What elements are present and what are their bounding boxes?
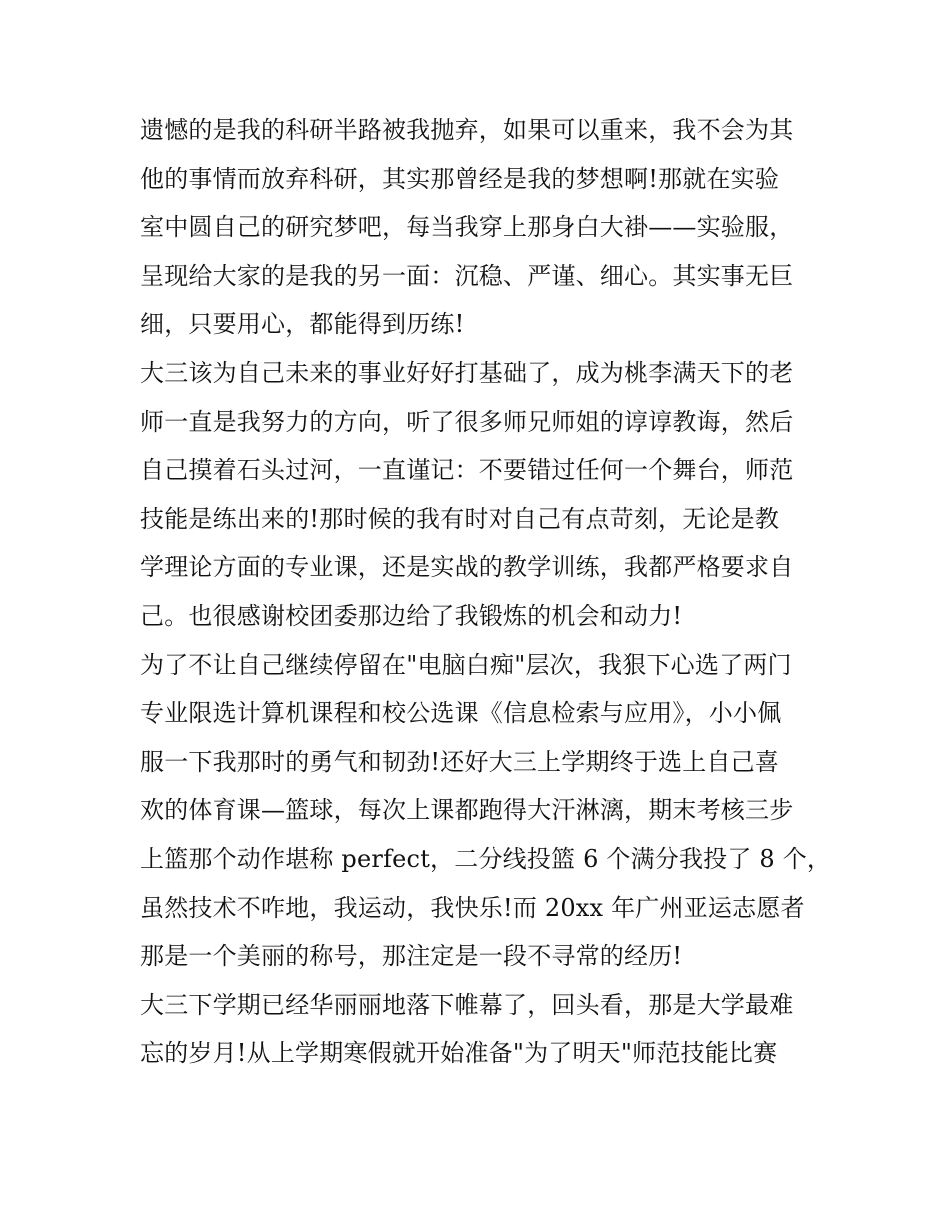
text-line: 专业限选计算机课程和校公选课《信息检索与应用》，小小佩: [140, 699, 782, 728]
text-line: 自己摸着石头过河，一直谨记：不要错过任何一个舞台，师范: [140, 456, 794, 485]
text-line: 欢的体育课—篮球，每次上课都跑得大汗淋漓，期末考核三步: [140, 796, 794, 825]
text-line: 为了不让自己继续停留在"电脑白痴"层次，我狠下心选了两门: [140, 650, 792, 679]
text-line: 己。也很感谢校团委那边给了我锻炼的机会和动力!: [140, 601, 683, 630]
text-line: 学理论方面的专业课，还是实战的教学训练，我都严格要求自: [140, 553, 794, 582]
text-line: 大三下学期已经华丽丽地落下帷幕了，回头看，那是大学最难: [140, 990, 794, 1019]
text-line: 虽然技术不咋地，我运动，我快乐!而 20xx 年广州亚运志愿者: [140, 893, 805, 922]
text-line: 服一下我那时的勇气和韧劲!还好大三上学期终于选上自己喜: [140, 747, 780, 776]
text-line: 那是一个美丽的称号，那注定是一段不寻常的经历!: [140, 942, 683, 971]
text-line: 大三该为自己未来的事业好好打基础了，成为桃李满天下的老: [140, 358, 794, 387]
text-line: 他的事情而放弃科研，其实那曾经是我的梦想啊!那就在实验: [140, 164, 780, 193]
text-line: 细，只要用心，都能得到历练!: [140, 310, 465, 339]
text-line: 师一直是我努力的方向，听了很多师兄师姐的谆谆教诲，然后: [140, 407, 794, 436]
text-line: 技能是练出来的!那时候的我有时对自己有点苛刻，无论是教: [140, 504, 780, 533]
text-line: 室中圆自己的研究梦吧，每当我穿上那身白大褂——实验服，: [140, 213, 794, 242]
text-line: 忘的岁月!从上学期寒假就开始准备"为了明天"师范技能比赛: [140, 1039, 778, 1068]
text-line: 遗憾的是我的科研半路被我抛弃，如果可以重来，我不会为其: [140, 116, 794, 144]
body-text: [140, 106, 832, 1078]
text-line: 呈现给大家的是我的另一面：沉稳、严谨、细心。其实事无巨: [140, 261, 794, 290]
text-line: 上篮那个动作堪称 perfect，二分线投篮 6 个满分我投了 8 个，: [140, 844, 832, 873]
